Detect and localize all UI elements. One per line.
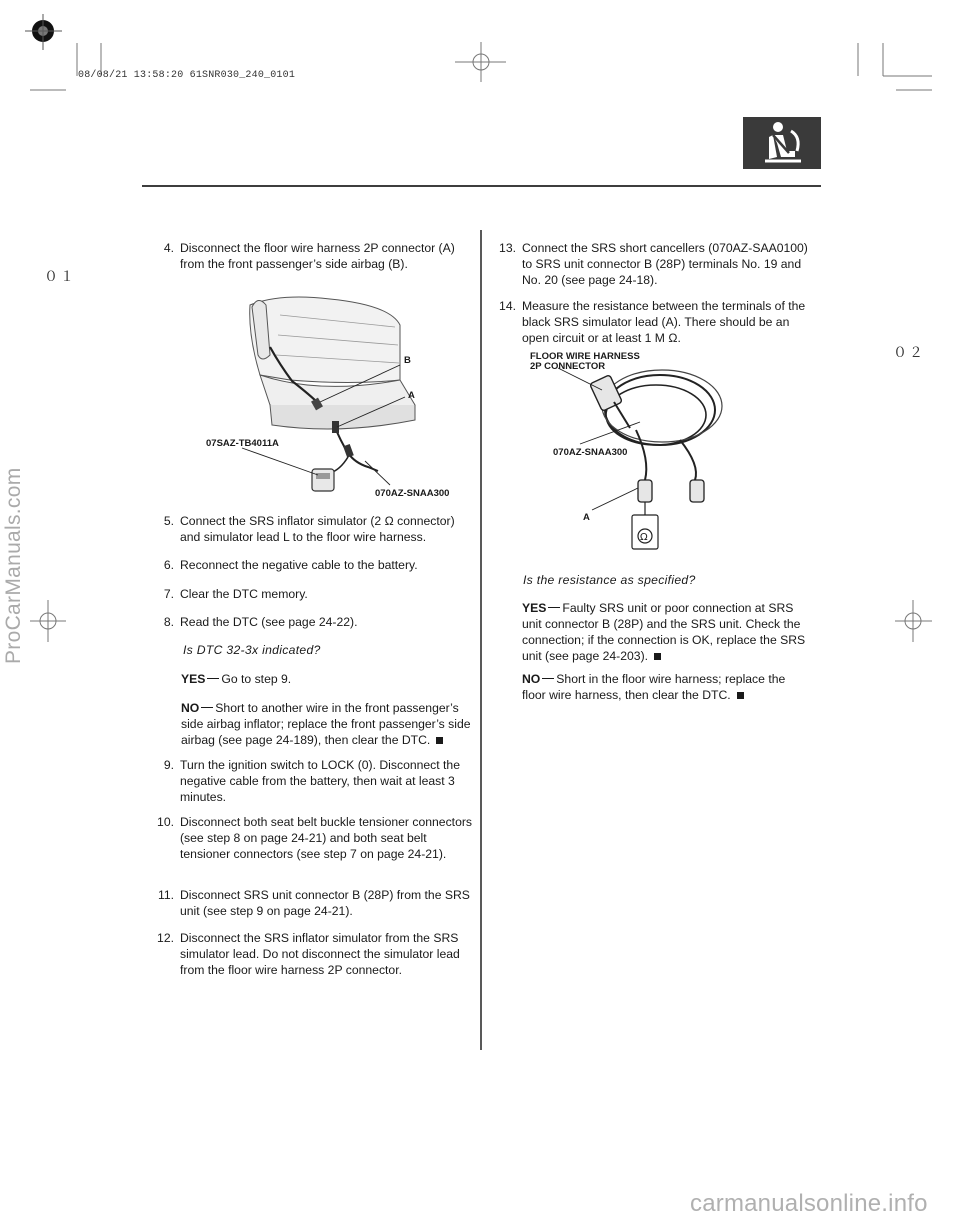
- print-timestamp: 08/08/21 13:58:20 61SNR030_240_0101: [78, 70, 296, 81]
- watermark-procarmanuals: ProCarManuals.com: [2, 467, 25, 664]
- ohm-symbol: Ω: [384, 514, 394, 528]
- watermark-carmanualsonline: carmanualsonline.info: [690, 1190, 928, 1217]
- page-mark-left: ０１: [44, 268, 76, 284]
- svg-text:Ω: Ω: [640, 532, 648, 543]
- question-resistance-specified: Is the resistance as specified?: [523, 573, 696, 587]
- answer-no-1: NO Short to another wire in the front passenger’s side airbag inflator; replace the front passenger’s side airbag (see page 24-189), then clear the DTC.: [181, 701, 471, 747]
- question-dtc-indicated: Is DTC 32-3x indicated?: [183, 643, 321, 657]
- end-mark: [654, 653, 661, 660]
- figure2-label-a: A: [583, 512, 590, 523]
- end-mark: [737, 692, 744, 699]
- page-mark-right: ０２: [893, 344, 925, 360]
- seatbelt-airbag-icon: [743, 117, 821, 169]
- figure2-label-connector-2: 2P CONNECTOR: [530, 361, 606, 372]
- answer-yes-2: YES Faulty SRS unit or poor connection at SRS unit connector B (28P) and the SRS unit. Check the connection; if the connection is OK, replace the SRS unit (see page 24-203).: [522, 601, 806, 663]
- figure1-part-tb4011a: 07SAZ-TB4011A: [206, 438, 279, 449]
- figure2-part-snaa300: 070AZ-SNAA300: [553, 447, 628, 458]
- figure2-label-connector-1: FLOOR WIRE HARNESS: [530, 351, 640, 362]
- end-mark: [436, 737, 443, 744]
- figure1-part-snaa300: 070AZ-SNAA300: [375, 488, 450, 499]
- figure1-label-b: B: [404, 355, 411, 366]
- figure1-label-a: A: [408, 390, 415, 401]
- seat-connector-figure: [200, 285, 470, 500]
- ohm-symbol: Ω: [668, 331, 678, 345]
- answer-yes-1: YES Go to step 9.: [181, 672, 292, 686]
- answer-no-2: NO Short in the floor wire harness; replace the floor wire harness, then clear the DTC.: [522, 672, 786, 702]
